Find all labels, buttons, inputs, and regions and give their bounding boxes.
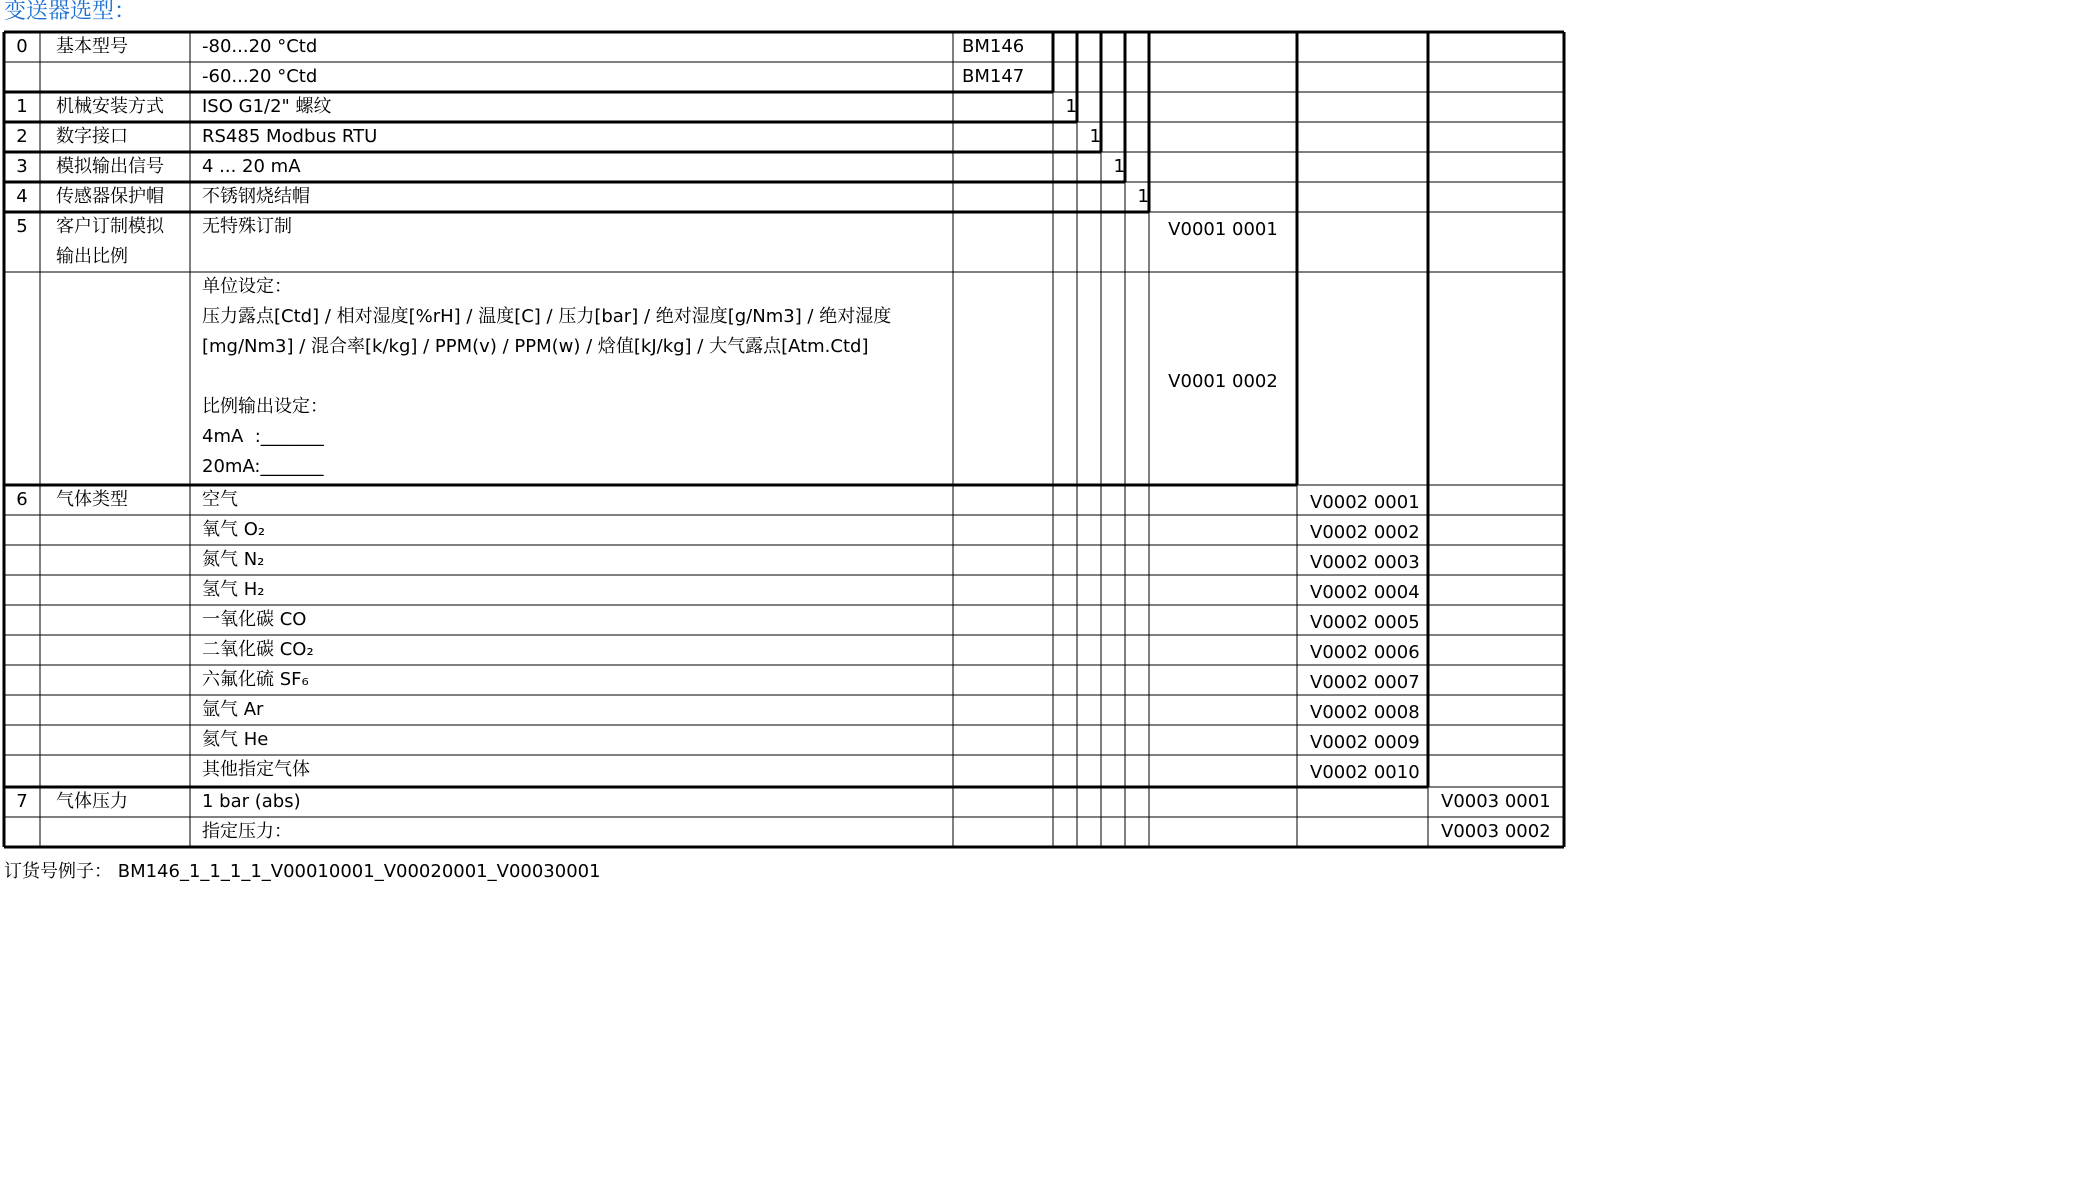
option-code: V0003 0001 bbox=[1441, 791, 1551, 812]
option-text: 氩气 Ar bbox=[202, 699, 264, 720]
option-text-line: 20mA:_______ bbox=[202, 456, 324, 477]
option-code: V0002 0007 bbox=[1310, 672, 1420, 693]
row-name bbox=[40, 212, 206, 272]
row-number: 6 bbox=[16, 489, 28, 510]
row-name-line: 输出比例 bbox=[56, 246, 128, 267]
option-code: V0002 0006 bbox=[1310, 642, 1420, 663]
option-text-line: 4mA :_______ bbox=[202, 426, 324, 447]
option-text: 无特殊订制 bbox=[202, 216, 292, 237]
option-text-line: 比例输出设定： bbox=[202, 396, 328, 417]
option-code: V0002 0008 bbox=[1310, 702, 1420, 723]
option-text: 氢气 H₂ bbox=[202, 579, 265, 600]
option-code: 1 bbox=[1113, 156, 1125, 177]
option-text: 4 ... 20 mA bbox=[202, 156, 301, 177]
row-name: 模拟输出信号 bbox=[56, 156, 164, 177]
option-text bbox=[190, 272, 965, 482]
option-text: 其他指定气体 bbox=[202, 759, 310, 780]
row-name: 气体压力 bbox=[56, 791, 128, 812]
option-code: V0001 0001 bbox=[1168, 219, 1278, 240]
row-name: 基本型号 bbox=[56, 36, 128, 57]
page-title: 变送器选型： bbox=[4, 0, 137, 24]
order-example: 订货号例子： BM146_1_1_1_1_V00010001_V00020001_V00030001 bbox=[4, 861, 601, 882]
option-code: BM147 bbox=[962, 66, 1025, 87]
row-name: 机械安装方式 bbox=[56, 96, 164, 117]
row-number: 4 bbox=[16, 186, 28, 207]
option-code: V0002 0009 bbox=[1310, 732, 1420, 753]
option-code: V0002 0005 bbox=[1310, 612, 1420, 633]
option-code: V0002 0004 bbox=[1310, 582, 1420, 603]
option-text: 氦气 He bbox=[202, 729, 269, 750]
option-text: 氮气 N₂ bbox=[202, 549, 265, 570]
row-number: 2 bbox=[16, 126, 28, 147]
option-code: 1 bbox=[1089, 126, 1101, 147]
option-text: 二氧化碳 CO₂ bbox=[202, 639, 314, 660]
option-text-line bbox=[202, 362, 965, 392]
row-name: 传感器保护帽 bbox=[56, 186, 164, 207]
option-code: 1 bbox=[1065, 96, 1077, 117]
option-text-line: 单位设定： bbox=[202, 276, 292, 297]
option-text: ISO G1/2" 螺纹 bbox=[202, 96, 332, 117]
row-name: 数字接口 bbox=[56, 126, 128, 147]
row-number: 1 bbox=[16, 96, 28, 117]
option-text: -80...20 °Ctd bbox=[202, 36, 318, 57]
option-code: V0003 0002 bbox=[1441, 821, 1551, 842]
row-number: 7 bbox=[16, 791, 28, 812]
option-code: V0002 0001 bbox=[1310, 492, 1420, 513]
option-text: 空气 bbox=[202, 489, 238, 510]
option-code: BM146 bbox=[962, 36, 1025, 57]
option-text: -60...20 °Ctd bbox=[202, 66, 318, 87]
option-text: 1 bar (abs) bbox=[202, 791, 301, 812]
option-text: 指定压力： bbox=[202, 821, 292, 842]
option-text: 氧气 O₂ bbox=[202, 519, 266, 540]
option-code: V0002 0002 bbox=[1310, 522, 1420, 543]
row-name: 气体类型 bbox=[56, 489, 128, 510]
option-code: 1 bbox=[1137, 186, 1149, 207]
option-text: RS485 Modbus RTU bbox=[202, 126, 378, 147]
option-text: 一氧化碳 CO bbox=[202, 609, 307, 630]
option-text-line: [mg/Nm3] / 混合率[k/kg] / PPM(v) / PPM(w) / 焓值[kJ/kg] / 大气露点[Atm.Ctd] bbox=[202, 336, 869, 357]
option-text: 不锈钢烧结帽 bbox=[202, 186, 310, 207]
row-number: 5 bbox=[16, 216, 28, 237]
option-code: V0002 0010 bbox=[1310, 762, 1420, 783]
option-code: V0001 0002 bbox=[1168, 371, 1278, 392]
row-number: 0 bbox=[16, 36, 28, 57]
option-code: V0002 0003 bbox=[1310, 552, 1420, 573]
row-number: 3 bbox=[16, 156, 28, 177]
option-text: 六氟化硫 SF₆ bbox=[202, 669, 309, 690]
option-text-line: 压力露点[Ctd] / 相对湿度[%rH] / 温度[C] / 压力[bar] / 绝对湿度[g/Nm3] / 绝对湿度 bbox=[202, 306, 892, 327]
row-name-line: 客户订制模拟 bbox=[56, 216, 164, 237]
